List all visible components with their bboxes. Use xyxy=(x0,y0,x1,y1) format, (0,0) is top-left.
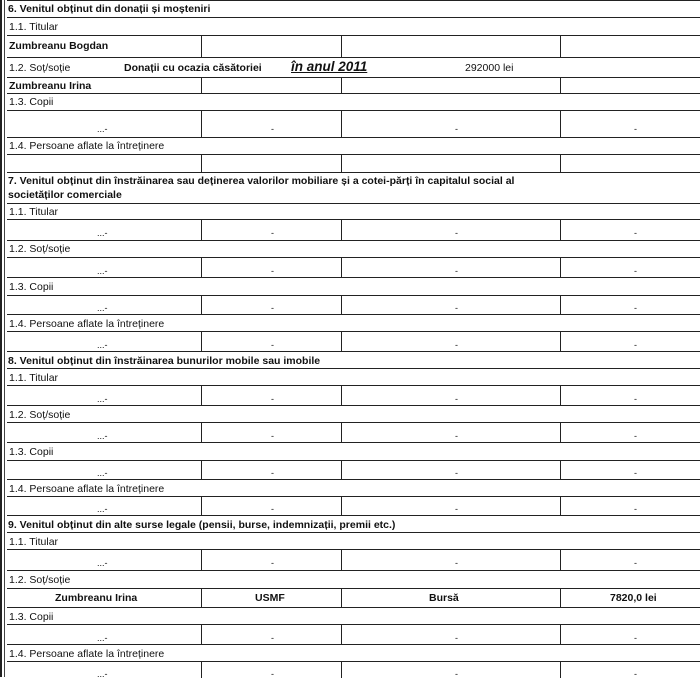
row-label: 1.2. Soț/soție xyxy=(9,574,71,586)
empty-cell: - xyxy=(455,266,458,276)
row-label: 1.1. Titular xyxy=(9,21,59,33)
row-label: 1.3. Copii xyxy=(9,281,54,293)
empty-cell: - xyxy=(455,669,458,679)
row-label: 1.2. Soț/soție xyxy=(9,409,71,421)
section-8-children-row xyxy=(7,460,700,479)
section-9-header xyxy=(7,515,700,532)
beneficiary-name: Zumbreanu Irina xyxy=(55,592,138,604)
section-7-children-label xyxy=(7,277,700,295)
empty-cell: - xyxy=(634,228,637,238)
section-6-spouse-row xyxy=(7,57,700,77)
row-label: 1.1. Titular xyxy=(9,206,59,218)
empty-cell: ...- xyxy=(97,340,108,350)
owner-name: Zumbreanu Bogdan xyxy=(9,40,109,52)
empty-cell: - xyxy=(455,633,458,643)
spouse-name: Zumbreanu Irina xyxy=(9,80,92,92)
empty-cell: - xyxy=(634,124,637,134)
section-title: 6. Venitul obținut din donații și moșteniri xyxy=(8,3,211,15)
section-8-dependents-row xyxy=(7,496,700,515)
section-7-titular-row xyxy=(7,219,700,240)
row-label: 1.3. Copii xyxy=(9,611,54,623)
empty-cell: - xyxy=(634,468,637,478)
income-amount: 7820,0 lei xyxy=(610,592,657,604)
section-8-spouse-label xyxy=(7,405,700,422)
section-7-spouse-row xyxy=(7,257,700,277)
section-9-dependents-label xyxy=(7,644,700,661)
donation-description: Donații cu ocazia căsătoriei xyxy=(124,62,262,74)
section-6-titular-label xyxy=(7,17,700,35)
row-label: 1.1. Titular xyxy=(9,372,59,384)
section-8-dependents-label xyxy=(7,479,700,496)
section-9-spouse-row xyxy=(7,588,700,607)
section-7-spouse-label xyxy=(7,240,700,257)
section-9-titular-row xyxy=(7,549,700,570)
empty-cell: ...- xyxy=(97,504,108,514)
empty-cell: - xyxy=(455,394,458,404)
empty-cell: - xyxy=(271,504,274,514)
empty-cell: - xyxy=(455,303,458,313)
empty-cell: - xyxy=(634,340,637,350)
section-8-titular-row xyxy=(7,385,700,405)
section-6-children-row xyxy=(7,110,700,137)
row-label: 1.4. Persoane aflate la întreținere xyxy=(9,483,165,495)
empty-cell: - xyxy=(271,228,274,238)
empty-cell: ...- xyxy=(97,633,108,643)
income-source: USMF xyxy=(255,592,285,604)
empty-cell: ...- xyxy=(97,228,108,238)
empty-cell: - xyxy=(634,394,637,404)
empty-cell: - xyxy=(634,633,637,643)
section-title: 8. Venitul obținut din înstrăinarea bunurilor mobile sau imobile xyxy=(8,355,321,367)
section-8-header xyxy=(7,351,700,368)
section-6-header xyxy=(7,0,700,17)
empty-cell: ...- xyxy=(97,431,108,441)
section-6-dependents-label xyxy=(7,137,700,154)
section-title: 7. Venitul obținut din înstrăinarea sau deținerea valorilor mobiliare și a cotei-părți în capitalul social al xyxy=(8,175,515,187)
empty-cell: ...- xyxy=(97,303,108,313)
section-9-spouse-label xyxy=(7,570,700,588)
empty-cell: ...- xyxy=(97,468,108,478)
section-9-dependents-row xyxy=(7,661,700,677)
section-9-children-label xyxy=(7,607,700,624)
section-7-dependents-label xyxy=(7,314,700,331)
empty-cell: - xyxy=(271,303,274,313)
empty-cell: - xyxy=(271,266,274,276)
left-margin-line xyxy=(0,0,2,677)
empty-cell: ...- xyxy=(97,558,108,568)
section-7-titular-label xyxy=(7,203,700,219)
empty-cell: - xyxy=(634,558,637,568)
section-7-header xyxy=(7,172,700,203)
empty-cell: - xyxy=(455,228,458,238)
section-8-spouse-row xyxy=(7,422,700,442)
empty-cell: ...- xyxy=(97,394,108,404)
empty-cell: - xyxy=(634,266,637,276)
section-6-dependents-row xyxy=(7,154,700,172)
row-label: 1.3. Copii xyxy=(9,446,54,458)
empty-cell: - xyxy=(634,504,637,514)
row-label: 1.4. Persoane aflate la întreținere xyxy=(9,318,165,330)
section-8-children-label xyxy=(7,442,700,460)
empty-cell: - xyxy=(271,633,274,643)
empty-cell: - xyxy=(271,669,274,679)
section-7-children-row xyxy=(7,295,700,314)
empty-cell: - xyxy=(455,340,458,350)
section-9-children-row xyxy=(7,624,700,644)
empty-cell: - xyxy=(455,468,458,478)
section-7-dependents-row xyxy=(7,331,700,351)
section-9-titular-label xyxy=(7,532,700,549)
donation-year: în anul 2011 xyxy=(291,59,368,74)
section-8-titular-label xyxy=(7,368,700,385)
empty-cell: - xyxy=(271,558,274,568)
row-label: 1.4. Persoane aflate la întreținere xyxy=(9,648,165,660)
empty-cell: - xyxy=(271,468,274,478)
row-label: 1.1. Titular xyxy=(9,536,59,548)
left-margin-line-inner xyxy=(4,0,5,677)
empty-cell: - xyxy=(634,431,637,441)
section-title-continued: societăților comerciale xyxy=(8,189,122,201)
row-label: 1.2. Soț/soție xyxy=(9,243,71,255)
row-label: 1.3. Copii xyxy=(9,96,54,108)
empty-cell: - xyxy=(455,504,458,514)
empty-cell: - xyxy=(271,394,274,404)
empty-cell: - xyxy=(634,303,637,313)
section-6-titular-row xyxy=(7,35,700,57)
empty-cell: ...- xyxy=(97,266,108,276)
empty-cell: - xyxy=(455,124,458,134)
empty-cell: - xyxy=(455,431,458,441)
income-type: Bursă xyxy=(429,592,459,604)
empty-cell: - xyxy=(455,558,458,568)
section-title: 9. Venitul obținut din alte surse legale (pensii, burse, indemnizații, premii etc.) xyxy=(8,519,396,531)
donation-amount: 292000 lei xyxy=(465,62,514,74)
empty-cell: ...- xyxy=(97,124,108,134)
empty-cell: ...- xyxy=(97,669,108,679)
empty-cell: - xyxy=(271,340,274,350)
empty-cell: - xyxy=(634,669,637,679)
row-label: 1.2. Soț/soție xyxy=(9,62,71,74)
section-6-children-label xyxy=(7,93,700,110)
empty-cell: - xyxy=(271,431,274,441)
row-label: 1.4. Persoane aflate la întreținere xyxy=(9,140,165,152)
empty-cell: - xyxy=(271,124,274,134)
section-6-spouse-name-row xyxy=(7,77,700,93)
